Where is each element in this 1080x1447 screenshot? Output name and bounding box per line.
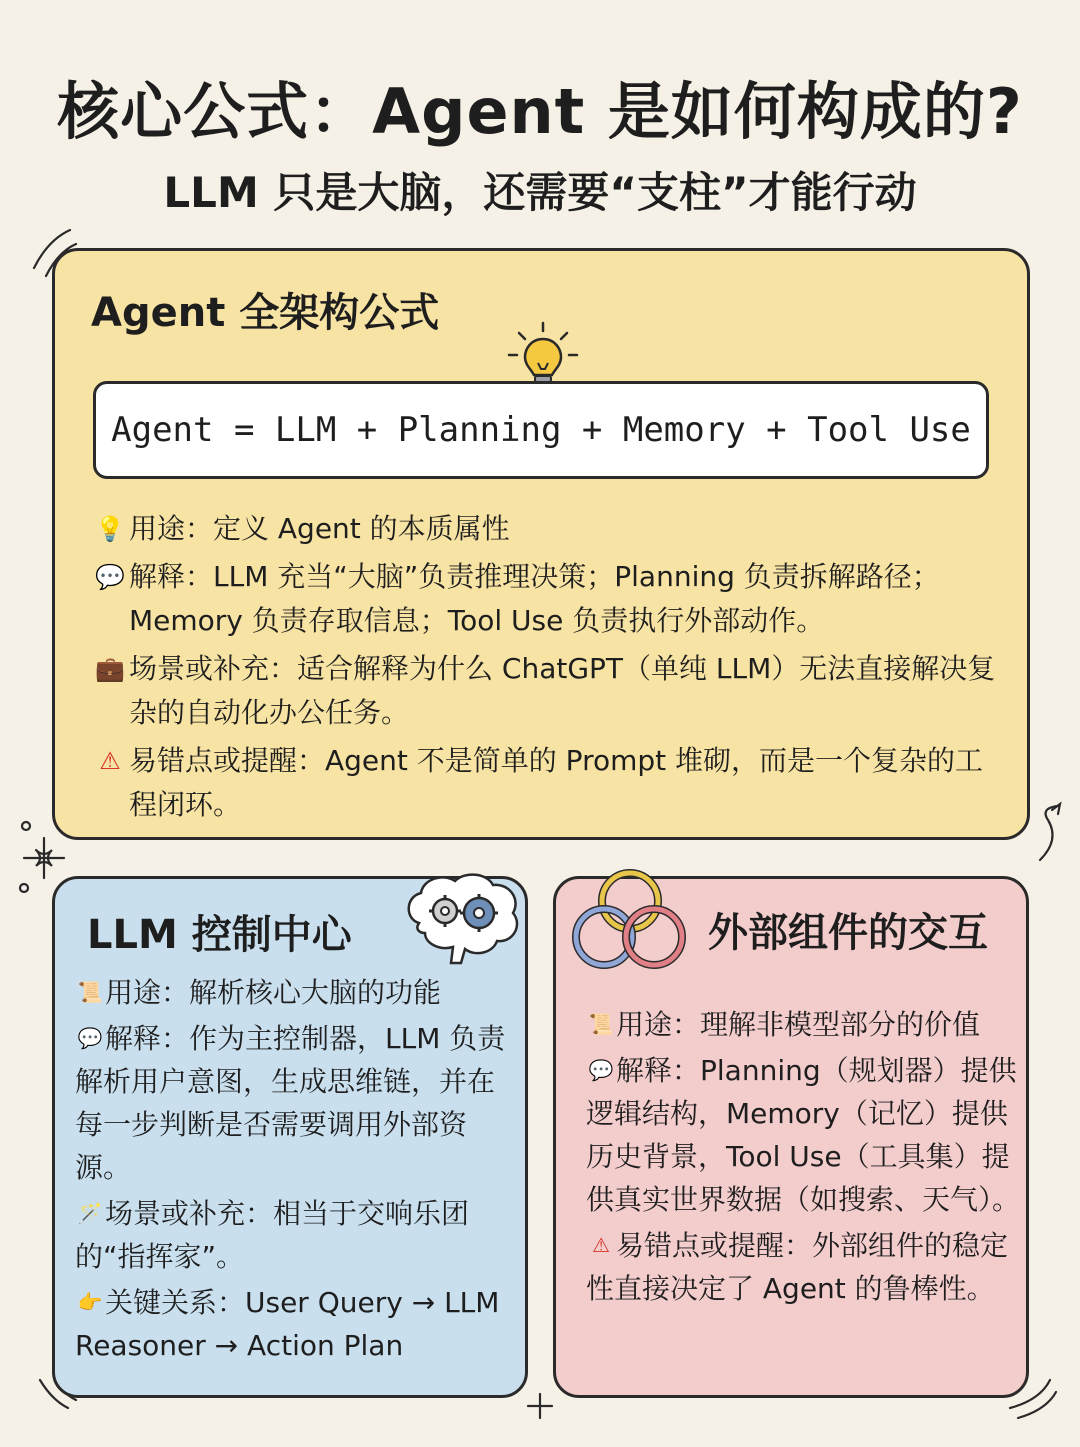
baton-icon: 🪄 (77, 1201, 103, 1225)
agent-formula: Agent = LLM + Planning + Memory + Tool Use (93, 381, 989, 479)
list-item: ⚠ 易错点或提醒：外部组件的稳定性直接决定了 Agent 的鲁棒性。 (586, 1224, 1024, 1310)
left-card-heading: LLM 控制中心 (87, 912, 352, 958)
warning-icon: ⚠ (592, 1233, 610, 1257)
list-item: 📜 用途：理解非模型部分的价值 (586, 1003, 1024, 1046)
external-components-card (553, 876, 1029, 1398)
main-card-items (91, 507, 1011, 831)
interlocking-rings-icon (570, 865, 690, 975)
scroll-icon: 📜 (588, 1012, 614, 1036)
left-card-items (75, 971, 520, 1370)
speech-bubble-icon: 💬 (77, 1026, 103, 1050)
list-item: ⚠ 易错点或提醒：Agent 不是简单的 Prompt 堆砌，而是一个复杂的工程闭环。 (91, 739, 1011, 827)
main-card-heading: Agent 全架构公式 (91, 290, 440, 336)
speech-bubble-icon: 💬 (95, 563, 125, 591)
list-item: 💬 解释：Planning（规划器）提供逻辑结构，Memory（记忆）提供历史背景，Tool Use（工具集）提供真实世界数据（如搜索、天气）。 (586, 1049, 1024, 1221)
main-formula-card (52, 248, 1030, 840)
lightbulb-icon: 💡 (95, 515, 125, 543)
list-item: 👉 关键关系：User Query → LLM Reasoner → Action Plan (75, 1281, 520, 1367)
pointing-hand-icon: 👉 (77, 1290, 103, 1314)
list-item: 💬 解释：LLM 充当“大脑”负责推理决策；Planning 负责拆解路径；Memory 负责存取信息；Tool Use 负责执行外部动作。 (91, 555, 1011, 643)
speech-bubble-icon: 💬 (588, 1058, 614, 1082)
list-item: 💬 解释：作为主控制器，LLM 负责解析用户意图，生成思维链，并在每一步判断是否需要调用外部资源。 (75, 1017, 520, 1189)
brain-gears-icon (399, 867, 529, 967)
right-card-heading: 外部组件的交互 (708, 910, 988, 956)
list-item: 📜 用途：解析核心大脑的功能 (75, 971, 520, 1014)
list-item: 🪄 场景或补充：相当于交响乐团的“指挥家”。 (75, 1192, 520, 1278)
page-subtitle: LLM 只是大脑，还需要“支柱”才能行动 (163, 168, 917, 217)
right-card-items (586, 1003, 1024, 1313)
llm-control-card (52, 876, 528, 1398)
page-title: 核心公式：Agent 是如何构成的? (57, 75, 1023, 148)
warning-icon: ⚠ (99, 747, 121, 775)
briefcase-icon: 💼 (95, 655, 125, 683)
list-item: 💡 用途：定义 Agent 的本质属性 (91, 507, 1011, 551)
list-item: 💼 场景或补充：适合解释为什么 ChatGPT（单纯 LLM）无法直接解决复杂的自动化办公任务。 (91, 647, 1011, 735)
scroll-icon: 📜 (77, 980, 103, 1004)
